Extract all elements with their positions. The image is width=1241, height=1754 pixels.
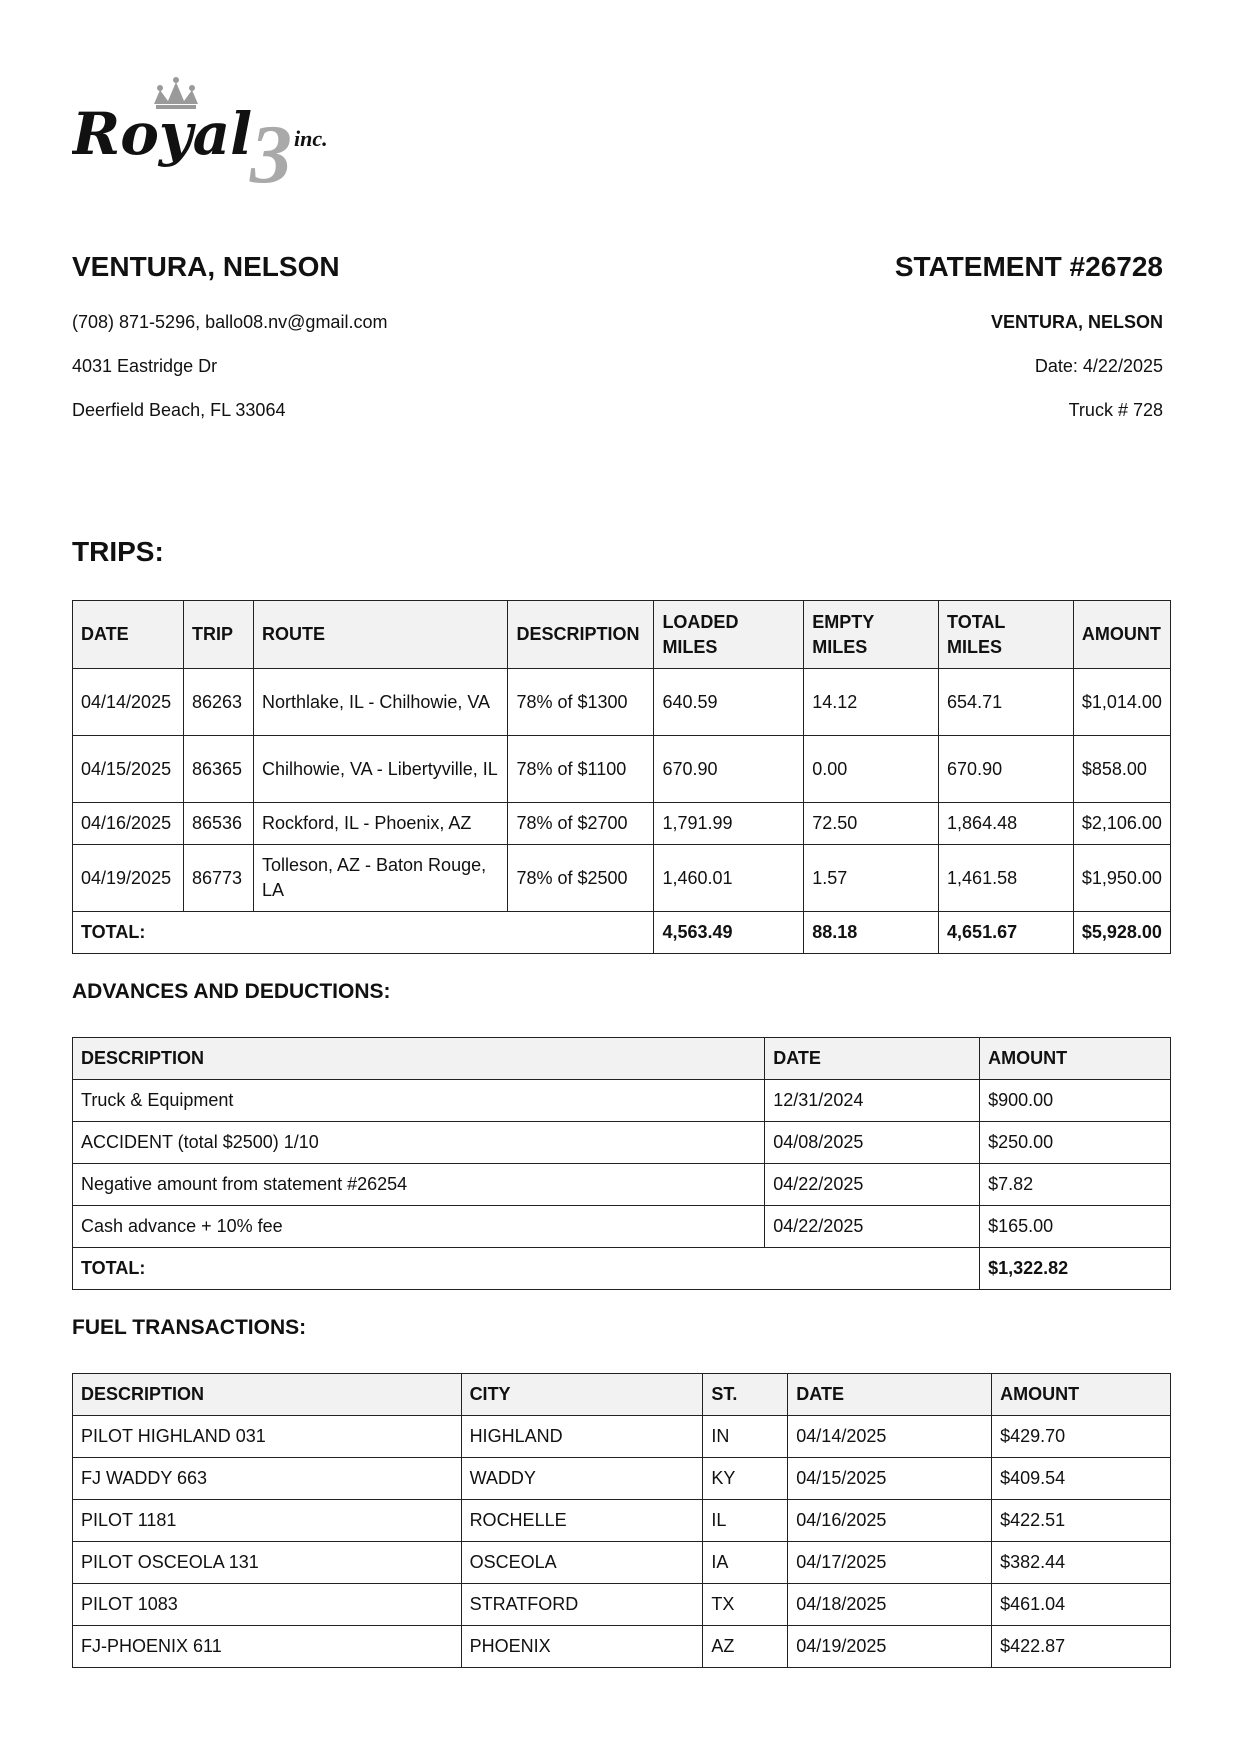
fuel-description: FJ WADDY 663 bbox=[73, 1458, 462, 1500]
column-header: AMOUNT bbox=[1073, 601, 1170, 669]
driver-address-street: 4031 Eastridge Dr bbox=[72, 356, 218, 376]
trip-description: 78% of $2700 bbox=[508, 803, 654, 845]
fuel-date: 04/14/2025 bbox=[788, 1416, 992, 1458]
fuel-city: HIGHLAND bbox=[461, 1416, 703, 1458]
fuel-state: IN bbox=[703, 1416, 788, 1458]
table-row bbox=[73, 803, 1171, 845]
column-header: TOTAL MILES bbox=[939, 601, 1074, 669]
column-header: DESCRIPTION bbox=[73, 1374, 462, 1416]
table-row bbox=[73, 1080, 1171, 1122]
trip-number: 86263 bbox=[183, 669, 253, 736]
fuel-city: PHOENIX bbox=[461, 1626, 703, 1668]
fuel-state: IA bbox=[703, 1542, 788, 1584]
trip-date: 04/16/2025 bbox=[73, 803, 184, 845]
trip-number: 86536 bbox=[183, 803, 253, 845]
trips-total-row bbox=[73, 912, 1171, 954]
trip-amount: $1,950.00 bbox=[1073, 845, 1170, 912]
statement-date: Date: 4/22/2025 bbox=[1034, 356, 1163, 376]
table-row bbox=[73, 669, 1171, 736]
trip-number: 86365 bbox=[183, 736, 253, 803]
trip-total-miles: 670.90 bbox=[939, 736, 1074, 803]
trip-route: Rockford, IL - Phoenix, AZ bbox=[253, 803, 508, 845]
trip-amount: $1,014.00 bbox=[1073, 669, 1170, 736]
fuel-city: ROCHELLE bbox=[461, 1500, 703, 1542]
deduction-description: Cash advance + 10% fee bbox=[73, 1206, 765, 1248]
trips-table bbox=[72, 600, 1171, 954]
crown-logo-icon bbox=[72, 74, 392, 194]
advances-heading: ADVANCES AND DEDUCTIONS: bbox=[72, 980, 391, 1003]
trip-loaded-miles: 1,791.99 bbox=[654, 803, 804, 845]
trip-number: 86773 bbox=[183, 845, 253, 912]
table-row bbox=[73, 1164, 1171, 1206]
advances-table bbox=[72, 1037, 1171, 1290]
fuel-description: PILOT 1181 bbox=[73, 1500, 462, 1542]
driver-info bbox=[72, 250, 387, 420]
fuel-heading: FUEL TRANSACTIONS: bbox=[72, 1316, 307, 1339]
svg-text:3: 3 bbox=[250, 108, 292, 194]
column-header: DATE bbox=[765, 1038, 980, 1080]
table-row bbox=[73, 1542, 1171, 1584]
trip-empty-miles: 72.50 bbox=[804, 803, 939, 845]
table-row bbox=[73, 1500, 1171, 1542]
trip-loaded-miles: 640.59 bbox=[654, 669, 804, 736]
deduction-date: 12/31/2024 bbox=[765, 1080, 980, 1122]
fuel-amount: $409.54 bbox=[992, 1458, 1171, 1500]
trip-description: 78% of $2500 bbox=[508, 845, 654, 912]
deduction-date: 04/22/2025 bbox=[765, 1206, 980, 1248]
statement-title: STATEMENT #26728 bbox=[894, 251, 1163, 282]
fuel-state: KY bbox=[703, 1458, 788, 1500]
company-logo bbox=[72, 74, 392, 194]
fuel-amount: $429.70 bbox=[992, 1416, 1171, 1458]
deduction-date: 04/08/2025 bbox=[765, 1122, 980, 1164]
trip-date: 04/14/2025 bbox=[73, 669, 184, 736]
deduction-description: Truck & Equipment bbox=[73, 1080, 765, 1122]
fuel-date: 04/15/2025 bbox=[788, 1458, 992, 1500]
driver-name: VENTURA, NELSON bbox=[72, 251, 340, 282]
column-header: EMPTY MILES bbox=[804, 601, 939, 669]
fuel-amount: $422.87 bbox=[992, 1626, 1171, 1668]
column-header: LOADED MILES bbox=[654, 601, 804, 669]
statement-driver-name: VENTURA, NELSON bbox=[990, 312, 1163, 332]
deduction-description: Negative amount from statement #26254 bbox=[73, 1164, 765, 1206]
fuel-date: 04/16/2025 bbox=[788, 1500, 992, 1542]
trip-route: Northlake, IL - Chilhowie, VA bbox=[253, 669, 508, 736]
trip-total-miles: 1,864.48 bbox=[939, 803, 1074, 845]
deduction-amount: $250.00 bbox=[980, 1122, 1171, 1164]
table-row bbox=[73, 1122, 1171, 1164]
trip-description: 78% of $1300 bbox=[508, 669, 654, 736]
deduction-amount: $165.00 bbox=[980, 1206, 1171, 1248]
driver-address-city: Deerfield Beach, FL 33064 bbox=[72, 400, 286, 420]
fuel-city: OSCEOLA bbox=[461, 1542, 703, 1584]
fuel-state: IL bbox=[703, 1500, 788, 1542]
total-empty-miles: 88.18 bbox=[804, 912, 939, 954]
fuel-city: STRATFORD bbox=[461, 1584, 703, 1626]
total-amount: $5,928.00 bbox=[1073, 912, 1170, 954]
deduction-amount: $7.82 bbox=[980, 1164, 1171, 1206]
trip-route: Tolleson, AZ - Baton Rouge, LA bbox=[253, 845, 508, 912]
table-row bbox=[73, 845, 1171, 912]
trip-empty-miles: 14.12 bbox=[804, 669, 939, 736]
column-header: TRIP bbox=[183, 601, 253, 669]
trip-amount: $2,106.00 bbox=[1073, 803, 1170, 845]
table-row bbox=[73, 1458, 1171, 1500]
fuel-state: TX bbox=[703, 1584, 788, 1626]
trips-heading: TRIPS: bbox=[72, 536, 164, 567]
trip-loaded-miles: 1,460.01 bbox=[654, 845, 804, 912]
column-header: DESCRIPTION bbox=[508, 601, 654, 669]
fuel-date: 04/17/2025 bbox=[788, 1542, 992, 1584]
fuel-table bbox=[72, 1373, 1171, 1668]
table-row bbox=[73, 1584, 1171, 1626]
fuel-date: 04/18/2025 bbox=[788, 1584, 992, 1626]
fuel-state: AZ bbox=[703, 1626, 788, 1668]
driver-contact: (708) 871-5296, ballo08.nv@gmail.com bbox=[72, 312, 388, 332]
table-row bbox=[73, 1416, 1171, 1458]
column-header: AMOUNT bbox=[992, 1374, 1171, 1416]
trip-date: 04/19/2025 bbox=[73, 845, 184, 912]
table-row bbox=[73, 736, 1171, 803]
fuel-description: FJ-PHOENIX 611 bbox=[73, 1626, 462, 1668]
total-amount: $1,322.82 bbox=[980, 1248, 1171, 1290]
deduction-date: 04/22/2025 bbox=[765, 1164, 980, 1206]
deduction-description: ACCIDENT (total $2500) 1/10 bbox=[73, 1122, 765, 1164]
column-header: DATE bbox=[73, 601, 184, 669]
trip-date: 04/15/2025 bbox=[73, 736, 184, 803]
trip-description: 78% of $1100 bbox=[508, 736, 654, 803]
svg-text:Royal: Royal bbox=[72, 100, 253, 168]
advances-total-row bbox=[73, 1248, 1171, 1290]
statement-info bbox=[895, 250, 1163, 420]
fuel-header-row bbox=[73, 1374, 1171, 1416]
total-total-miles: 4,651.67 bbox=[939, 912, 1074, 954]
fuel-amount: $422.51 bbox=[992, 1500, 1171, 1542]
column-header: DESCRIPTION bbox=[73, 1038, 765, 1080]
table-row bbox=[73, 1626, 1171, 1668]
fuel-description: PILOT HIGHLAND 031 bbox=[73, 1416, 462, 1458]
trips-header-row bbox=[73, 601, 1171, 669]
trip-total-miles: 1,461.58 bbox=[939, 845, 1074, 912]
table-row bbox=[73, 1206, 1171, 1248]
trip-total-miles: 654.71 bbox=[939, 669, 1074, 736]
trip-empty-miles: 1.57 bbox=[804, 845, 939, 912]
fuel-description: PILOT OSCEOLA 131 bbox=[73, 1542, 462, 1584]
column-header: ST. bbox=[703, 1374, 788, 1416]
column-header: ROUTE bbox=[253, 601, 508, 669]
fuel-amount: $461.04 bbox=[992, 1584, 1171, 1626]
advances-header-row bbox=[73, 1038, 1171, 1080]
column-header: DATE bbox=[788, 1374, 992, 1416]
fuel-description: PILOT 1083 bbox=[73, 1584, 462, 1626]
trip-empty-miles: 0.00 bbox=[804, 736, 939, 803]
total-label: TOTAL: bbox=[73, 1248, 980, 1290]
trip-loaded-miles: 670.90 bbox=[654, 736, 804, 803]
truck-number: Truck # 728 bbox=[1068, 400, 1163, 420]
deduction-amount: $900.00 bbox=[980, 1080, 1171, 1122]
fuel-date: 04/19/2025 bbox=[788, 1626, 992, 1668]
fuel-city: WADDY bbox=[461, 1458, 703, 1500]
total-loaded-miles: 4,563.49 bbox=[654, 912, 804, 954]
column-header: CITY bbox=[461, 1374, 703, 1416]
fuel-amount: $382.44 bbox=[992, 1542, 1171, 1584]
trip-amount: $858.00 bbox=[1073, 736, 1170, 803]
trip-route: Chilhowie, VA - Libertyville, IL bbox=[253, 736, 508, 803]
column-header: AMOUNT bbox=[980, 1038, 1171, 1080]
svg-text:inc.: inc. bbox=[294, 126, 328, 151]
total-label: TOTAL: bbox=[73, 912, 654, 954]
